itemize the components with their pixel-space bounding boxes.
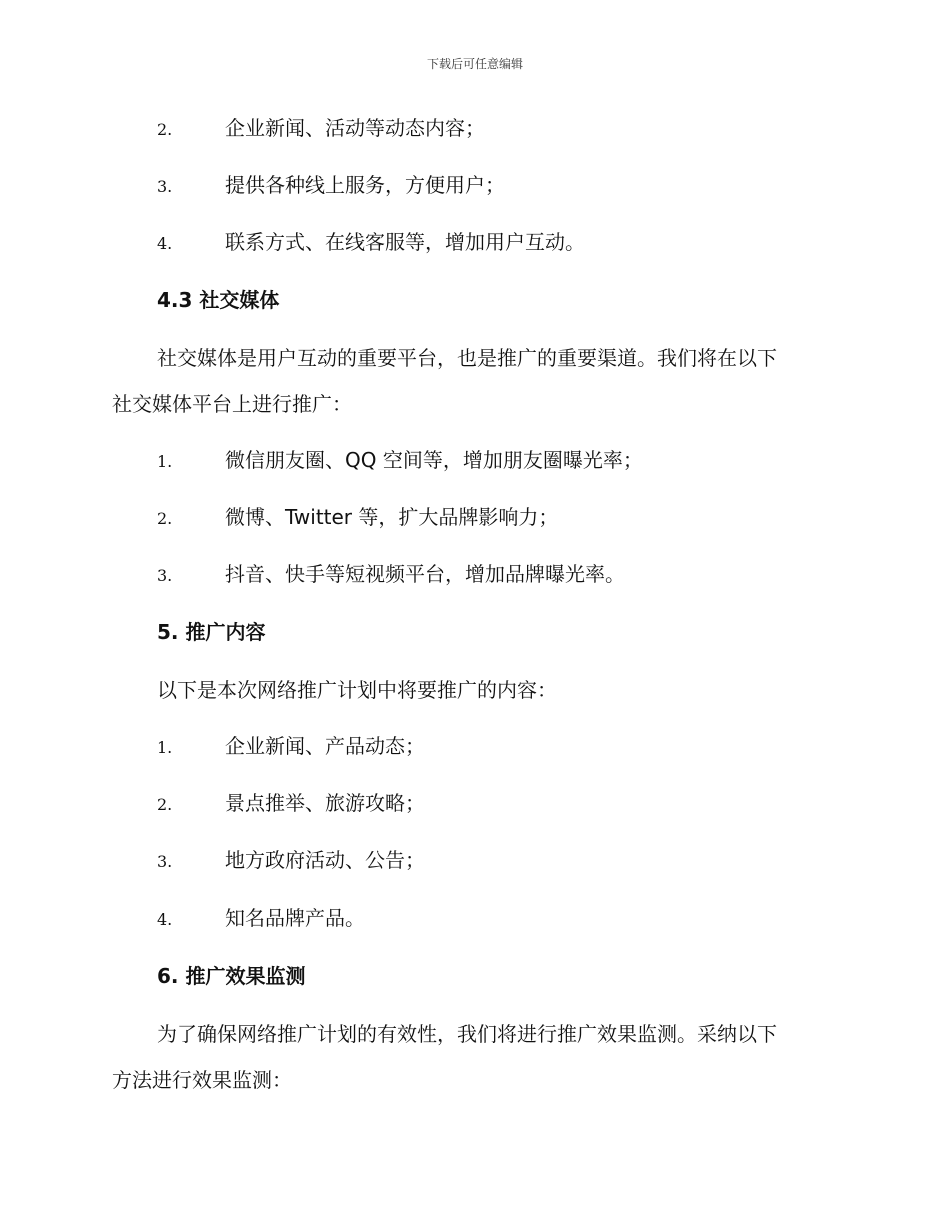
list-number: 1. xyxy=(157,738,173,757)
paragraph-line: 以下是本次网络推广计划中将要推广的内容： xyxy=(157,678,557,702)
list-text: 抖音、快手等短视频平台，增加品牌曝光率。 xyxy=(225,562,625,586)
list-number: 1. xyxy=(157,452,173,471)
list-text: 企业新闻、活动等动态内容； xyxy=(225,116,485,140)
list-number: 4. xyxy=(157,234,173,253)
list-number: 2. xyxy=(157,509,173,528)
section-heading-5: 5. 推广内容 xyxy=(157,620,266,644)
list-text: 微信朋友圈、QQ 空间等，增加朋友圈曝光率； xyxy=(225,448,643,472)
section-heading-6: 6. 推广效果监测 xyxy=(157,964,306,988)
list-text: 景点推举、旅游攻略； xyxy=(225,791,425,815)
list-number: 3. xyxy=(157,566,173,585)
paragraph-line: 社交媒体是用户互动的重要平台，也是推广的重要渠道。我们将在以下 xyxy=(157,346,777,370)
list-text: 地方政府活动、公告； xyxy=(225,848,425,872)
list-number: 2. xyxy=(157,120,173,139)
list-text: 知名品牌产品。 xyxy=(225,906,365,930)
list-number: 3. xyxy=(157,177,173,196)
list-text: 提供各种线上服务，方便用户； xyxy=(225,173,505,197)
list-number: 4. xyxy=(157,910,173,929)
list-number: 3. xyxy=(157,852,173,871)
list-number: 2. xyxy=(157,795,173,814)
paragraph-line: 为了确保网络推广计划的有效性，我们将进行推广效果监测。采纳以下 xyxy=(157,1022,777,1046)
section-heading-4-3: 4.3 社交媒体 xyxy=(157,288,280,312)
page-header-note: 下载后可任意编辑 xyxy=(426,57,523,71)
paragraph-line: 方法进行效果监测： xyxy=(112,1068,292,1092)
list-text: 联系方式、在线客服等，增加用户互动。 xyxy=(225,230,585,254)
list-text: 微博、Twitter 等，扩大品牌影响力； xyxy=(225,505,559,529)
list-text: 企业新闻、产品动态； xyxy=(225,734,425,758)
paragraph-line: 社交媒体平台上进行推广： xyxy=(112,392,352,416)
